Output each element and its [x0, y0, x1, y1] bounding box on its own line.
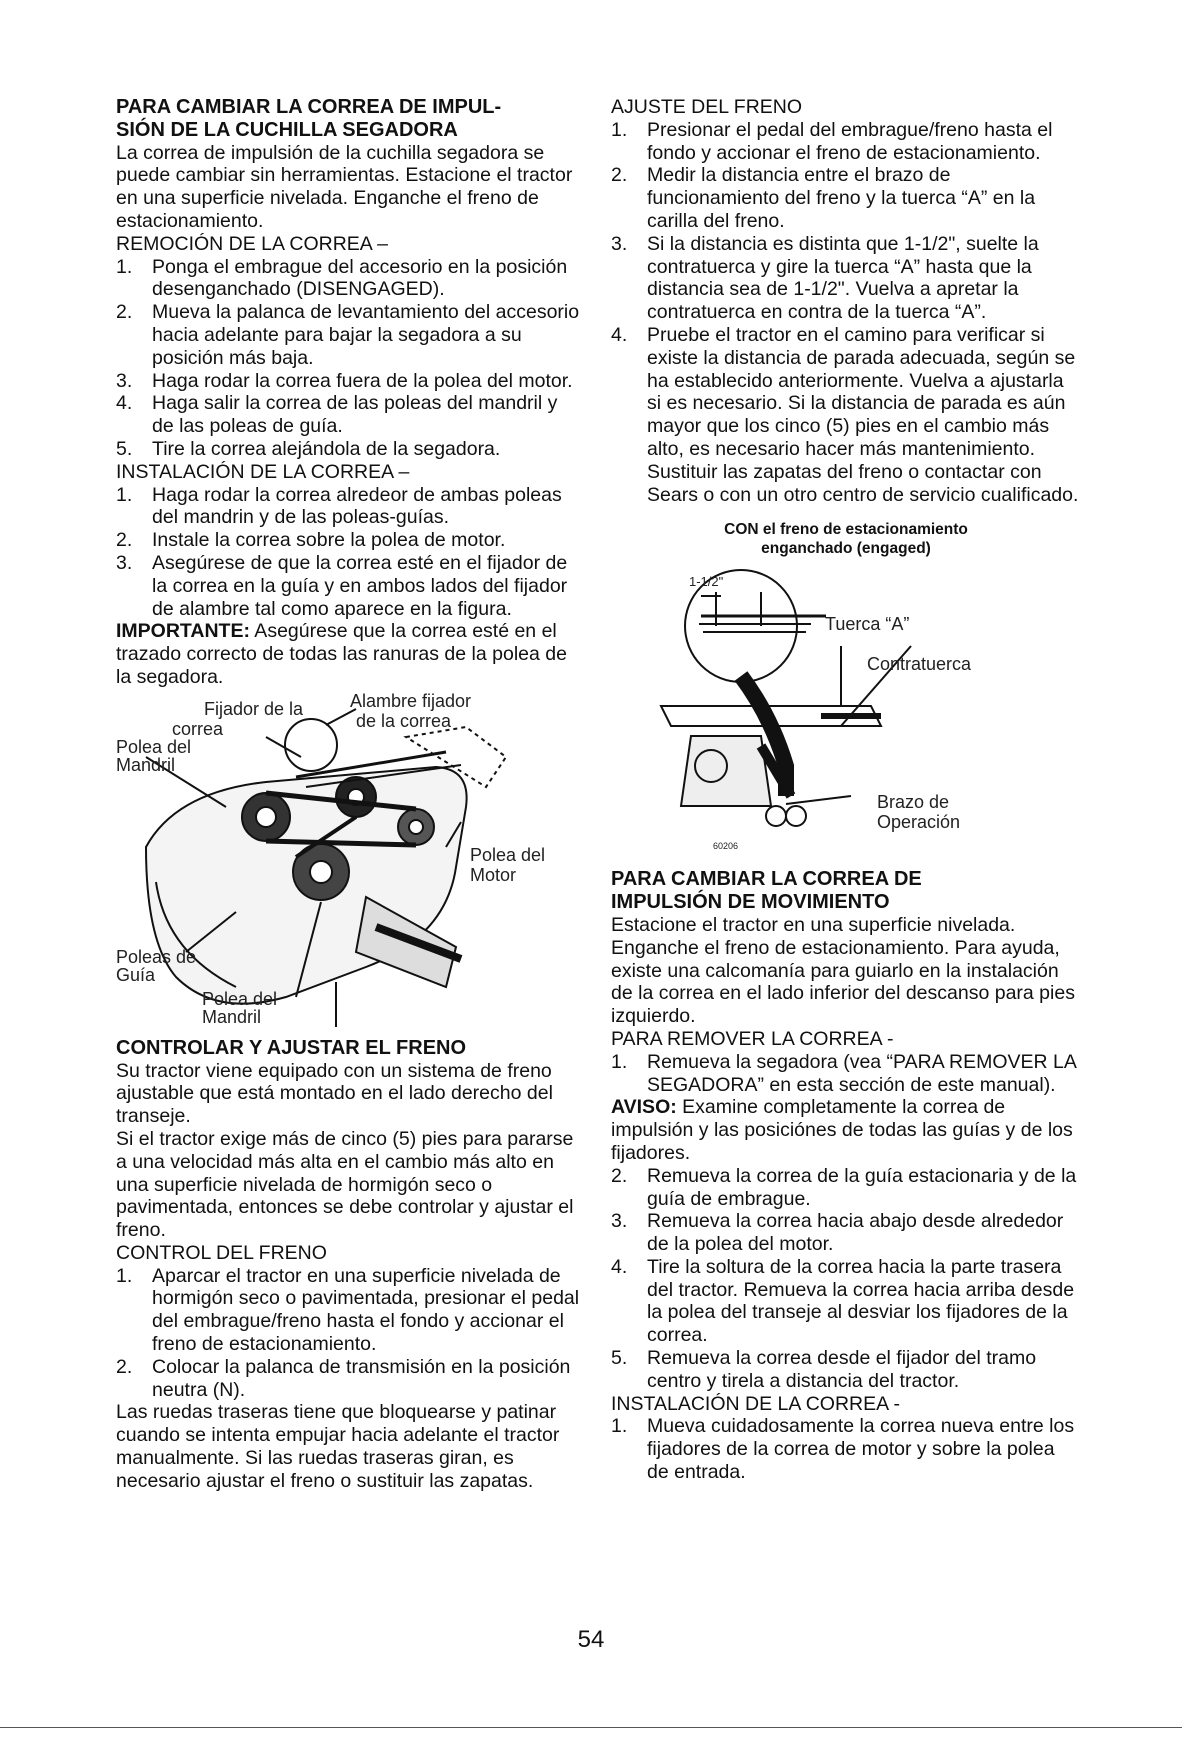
inst-steps	[611, 1415, 1081, 1483]
page-number: 54	[577, 1626, 605, 1653]
adjust-steps	[611, 119, 1081, 507]
label-dimension: 1-1/2"	[689, 574, 724, 590]
section-heading-brake: CONTROLAR Y AJUSTAR EL FRENO	[116, 1036, 467, 1059]
list-item: 5. Tire la correa alejándola de la segadora.	[116, 437, 501, 460]
remove-heading: PARA REMOVER LA CORREA -	[611, 1027, 894, 1050]
list-item: 3. Si la distancia es distinta que 1-1/2", suelte la contratuerca y gire la tuerca “A” hasta que la distancia sea de 1-1/2". Vuelva a apretar la contratuerca en contra de la tuerca “A”.	[611, 232, 1039, 324]
remove-steps-2	[611, 1165, 1081, 1393]
list-item: 1. Haga rodar la correa alredeor de ambas poleas del mandrin y de las poleas-guías.	[116, 483, 562, 529]
brake-paragraph-1: Su tractor viene equipado con un sistema de freno ajustable que está montado en el lado derecho del transeje.	[116, 1059, 553, 1128]
removal-heading: REMOCIÓN DE LA CORREA –	[116, 232, 388, 255]
list-item: 3. Haga rodar la correa fuera de la polea del motor.	[116, 369, 573, 392]
list-item: 3. Asegúrese de que la correa esté en el fijador de la correa en la guía y en ambos lados del fijador de alambre tal como aparece en la figura.	[116, 551, 568, 620]
aviso-label: AVISO:	[611, 1096, 677, 1119]
section-heading-mower-belt: PARA CAMBIAR LA CORREA DE IMPUL-	[116, 96, 502, 118]
remove-steps-1	[611, 1051, 1081, 1097]
label-alambre-fijador-1: Alambre fijador	[350, 690, 472, 711]
figure-code: 60206	[713, 841, 739, 852]
adjust-heading: AJUSTE DEL FRENO	[611, 96, 803, 118]
list-item: 1. Remueva la segadora (vea “PARA REMOVER LA SEGADORA” en esta sección de este manual).	[611, 1050, 1076, 1096]
list-item: 2. Mueva la palanca de levantamiento del accesorio hacia adelante para bajar la segadora a su posición más baja.	[116, 301, 580, 369]
aviso-note	[611, 1096, 1081, 1164]
list-item: 1. Aparcar el tractor en una superficie nivelada de hormigón seco o pavimentada, presionar el pedal del embrague/freno hasta el fondo y accionar el freno de estacionamiento.	[116, 1264, 580, 1356]
section-heading-drive-belt: PARA CAMBIAR LA CORREA DE	[611, 868, 922, 891]
list-item: 1. Mueva cuidadosamente la correa nueva entre los fijadores de la correa de motor y sobre la polea de entrada.	[611, 1415, 1075, 1484]
left-column	[116, 96, 581, 1493]
label-fijador-correa-2: correa	[172, 718, 224, 739]
inst-heading: INSTALACIÓN DE LA CORREA -	[611, 1392, 900, 1415]
drive-belt-paragraph: Estacione el tractor en una superficie nivelada. Enganche el freno de estacionamiento. Para ayuda, existe una calcomanía para guiarlo en la instalación de la correa en el lado inferior del descanso para pies izquierdo.	[611, 913, 1075, 1028]
aviso-text: Examine completamente la correa de impulsión y las posiciónes de todas las guías y de los fijadores.	[611, 1096, 1073, 1164]
label-polea-mandril-b2: Mandril	[202, 1006, 262, 1027]
list-item: 2. Medir la distancia entre el brazo de funcionamiento del freno y la tuerca “A” en la carilla del freno.	[611, 164, 1036, 232]
figure-caption-2: enganchado (engaged)	[761, 540, 931, 558]
intro-paragraph: La correa de impulsión de la cuchilla segadora se puede cambiar sin herramientas. Estacione el tractor en una superficie nivelada. Enganche el freno de estacionamiento.	[116, 141, 573, 232]
list-item: 2. Instale la correa sobre la polea de motor.	[116, 529, 506, 552]
brake-paragraph-3: Las ruedas traseras tiene que bloquearse y patinar cuando se intenta empujar hacia adelante el tractor manualmente. Si las ruedas traseras giran, es necesario ajustar el freno o sustituir las zapatas.	[116, 1401, 560, 1492]
list-item: 4. Pruebe el tractor en el camino para verificar si existe la distancia de parada adecuada, según se ha establecido anteriormente. Vuelva a ajustarla si es necesario. Si la distancia de parada es aún mayor que los cinco (5) pies en el cambio más alto, es necesario hacer más mantenimiento. Sustituir las zapatas del freno o contactar con Sears o con un otro centro de servicio cualificado.	[611, 323, 1079, 506]
list-item: 1. Ponga el embrague del accesorio en la posición desenganchado (DISENGAGED).	[116, 255, 568, 301]
important-label: IMPORTANTE:	[116, 620, 250, 643]
section-heading-mower-belt-2: SIÓN DE LA CUCHILLA SEGADORA	[116, 118, 458, 141]
right-column	[611, 96, 1081, 1484]
label-tuerca-a: Tuerca “A”	[825, 614, 910, 635]
brake-illustration	[611, 566, 1081, 866]
mower-deck-figure	[116, 690, 581, 1031]
label-fijador-correa-1: Fijador de la	[204, 698, 304, 719]
label-alambre-fijador-2: de la correa	[356, 710, 452, 731]
important-note	[116, 620, 581, 688]
brake-figure	[611, 520, 1081, 868]
label-poleas-guia-2: Guía	[116, 964, 156, 985]
list-item: 1. Presionar el pedal del embrague/freno hasta el fondo y accionar el freno de estacionamiento.	[611, 118, 1053, 164]
install-steps	[116, 484, 581, 621]
brake-paragraph-2: Si el tractor exige más de cinco (5) pies para pararse a una velocidad más alta en el cambio más alto en una superficie nivelada de hormigón seco o pavimentada, entonces se debe controlar y ajustar el freno.	[116, 1127, 574, 1242]
install-heading: INSTALACIÓN DE LA CORREA –	[116, 460, 410, 483]
section-heading-drive-belt-2: IMPULSIÓN DE MOVIMIENTO	[611, 891, 890, 914]
list-item: 4. Tire la soltura de la correa hacia la parte trasera del tractor. Remueva la correa hacia arriba desde la polea del transeje al desviar los fijadores de la correa.	[611, 1255, 1075, 1347]
label-polea-mandril-2: Mandril	[116, 754, 176, 775]
list-item: 5. Remueva la correa desde el fijador del tramo centro y tirela a distancia del tractor.	[611, 1347, 1037, 1392]
label-contratuerca: Contratuerca	[867, 654, 972, 675]
list-item: 3. Remueva la correa hacia abajo desde alrededor de la polea del motor.	[611, 1210, 1064, 1256]
label-polea-mandril-b1: Polea del	[202, 988, 278, 1009]
important-text: Asegúrese que la correa esté en el trazado correcto de todas las ranuras de la polea de la segadora.	[116, 620, 567, 688]
control-heading: CONTROL DEL FRENO	[116, 1241, 327, 1264]
label-poleas-guia-1: Poleas de	[116, 946, 197, 967]
bottom-rule	[0, 1727, 1182, 1728]
list-item: 2. Remueva la correa de la guía estacionaria y de la guía de embrague.	[611, 1164, 1077, 1210]
removal-steps	[116, 256, 581, 461]
label-polea-motor-1: Polea del	[470, 844, 546, 865]
label-brazo-1: Brazo de	[877, 792, 950, 813]
label-polea-motor-2: Motor	[470, 864, 517, 885]
list-item: 4. Haga salir la correa de las poleas del mandril y de las poleas de guía.	[116, 392, 558, 438]
list-item: 2. Colocar la palanca de transmisión en la posición neutra (N).	[116, 1355, 571, 1401]
label-brazo-2: Operación	[877, 812, 961, 833]
label-polea-mandril-1: Polea del	[116, 736, 192, 757]
control-steps	[116, 1265, 581, 1402]
figure-caption-1: CON el freno de estacionamiento	[724, 521, 968, 539]
